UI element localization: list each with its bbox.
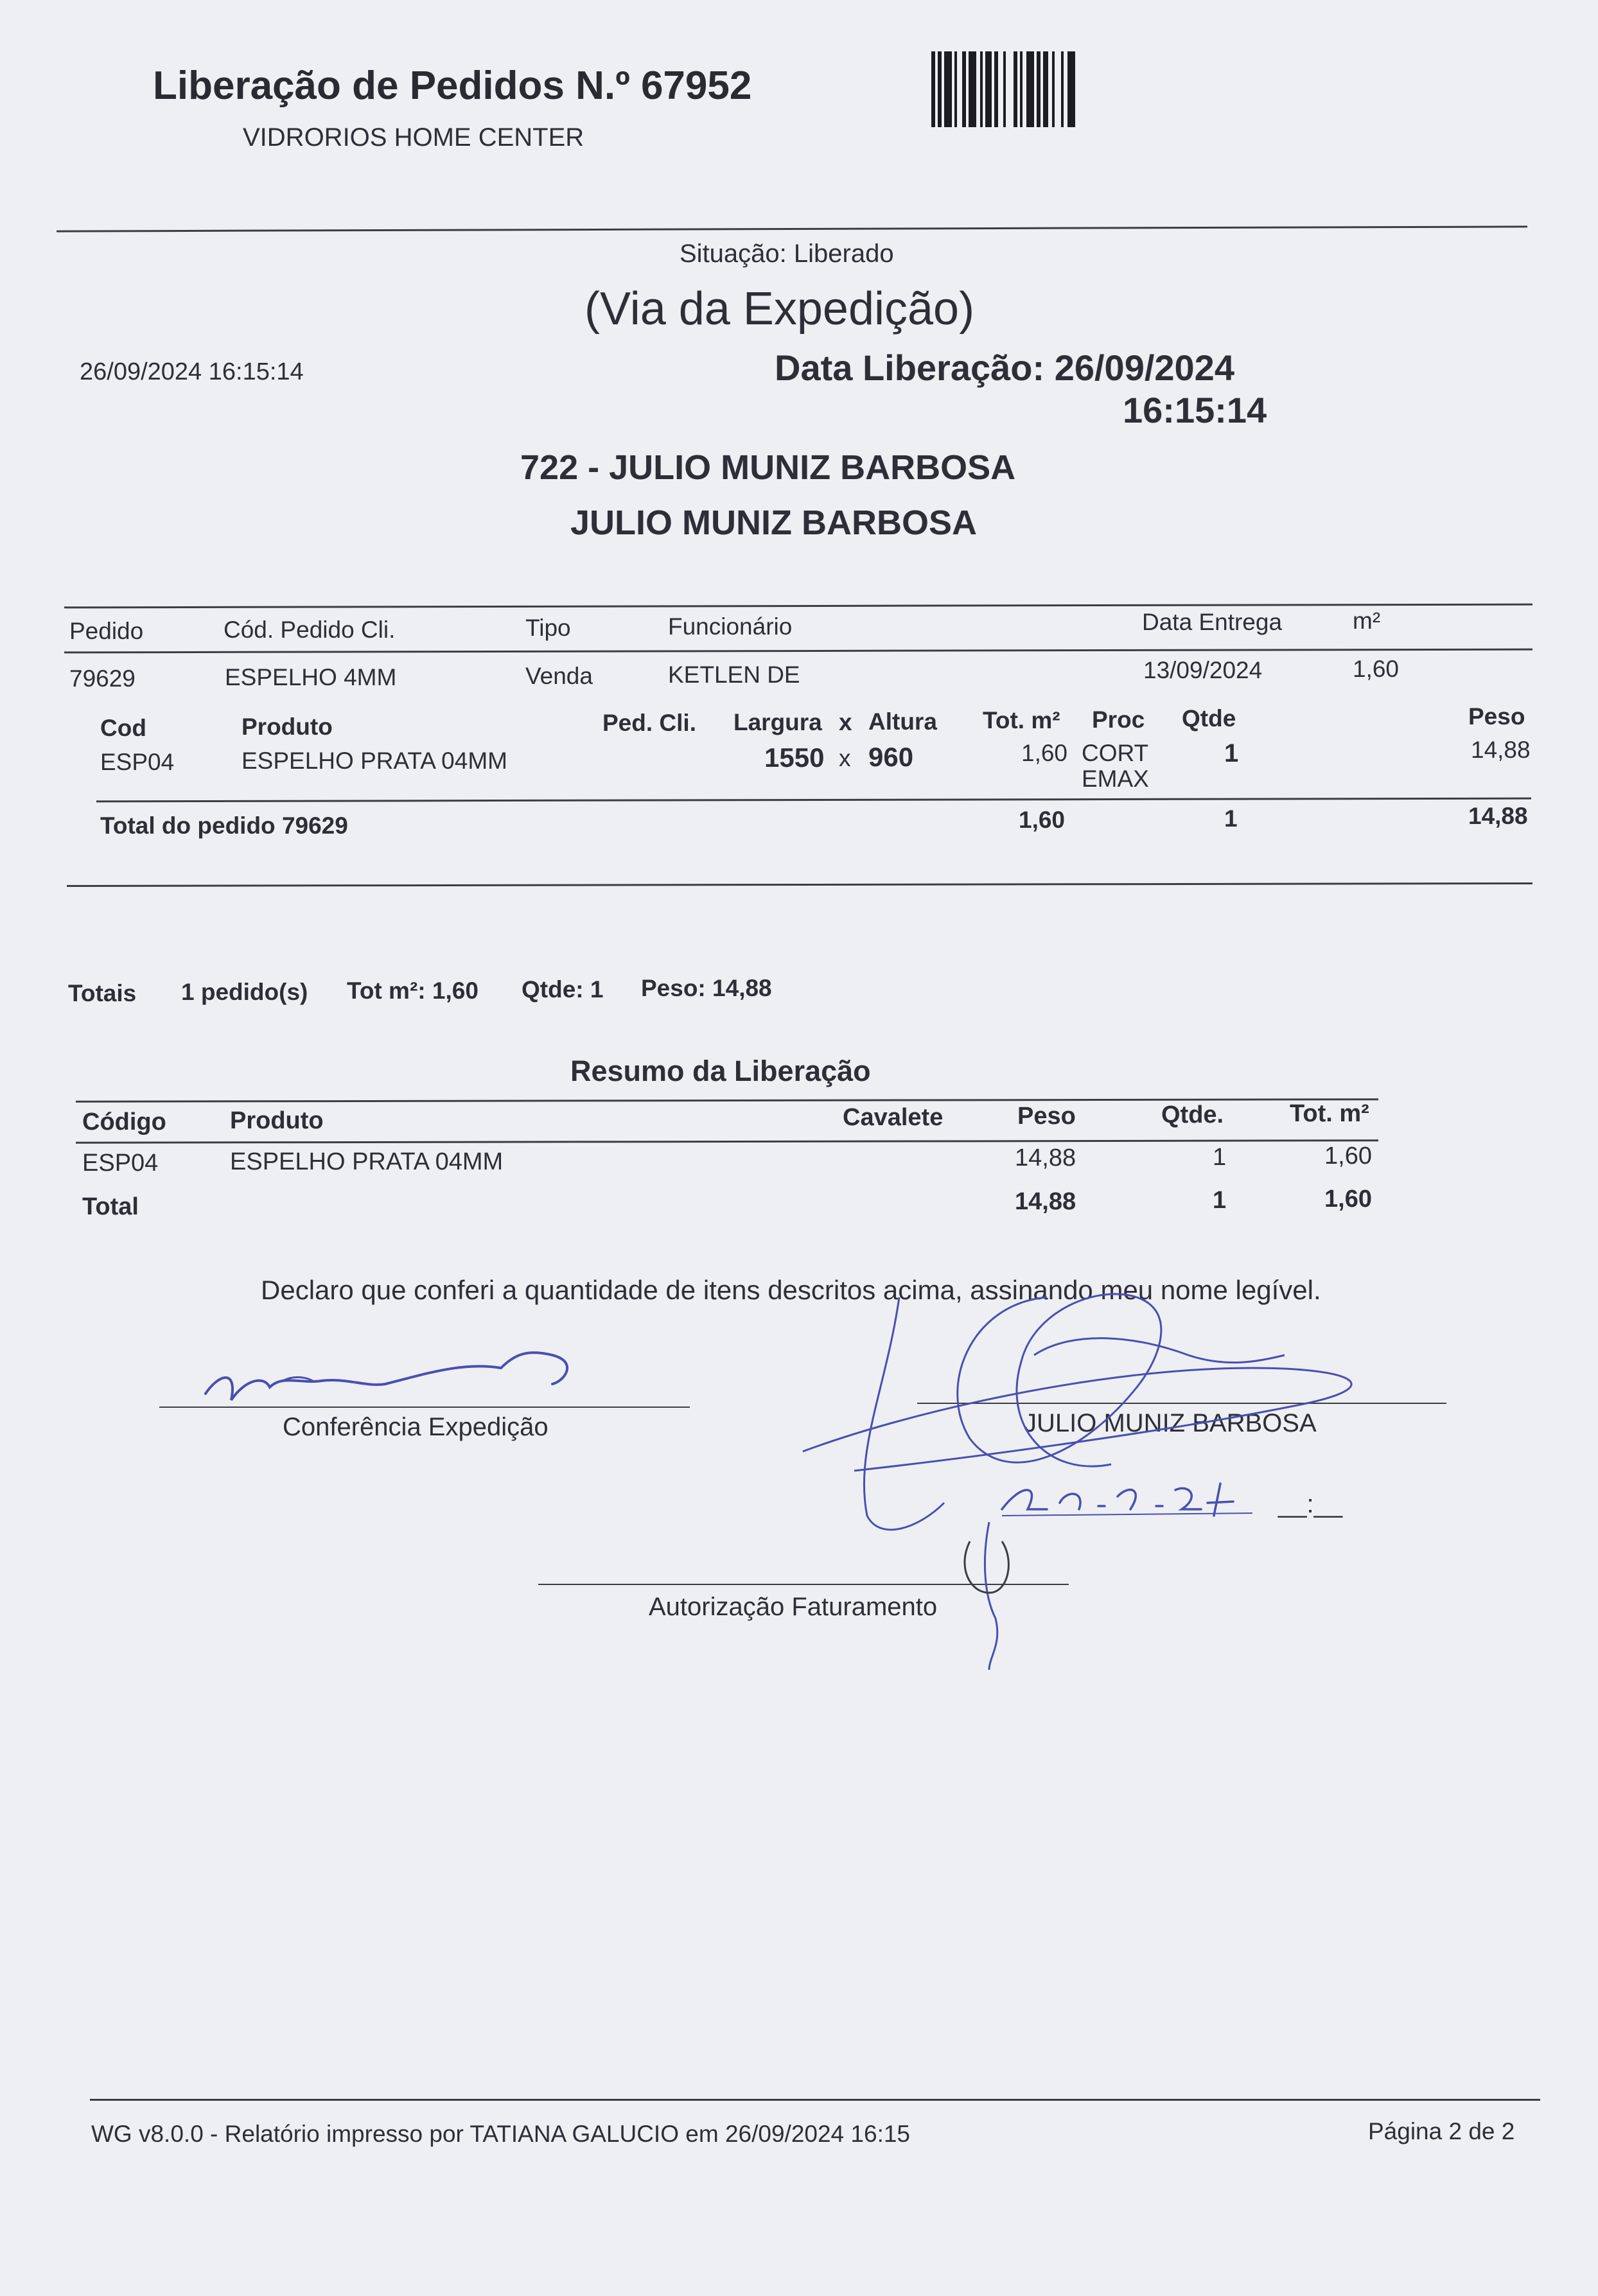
summary-header-produto: Produto	[230, 1107, 324, 1134]
order-header-m2: m²	[1353, 608, 1381, 634]
handwritten-date-mark	[996, 1471, 1265, 1522]
summary-total-peso: 14,88	[1015, 1188, 1076, 1215]
summary-total-qtde: 1	[1213, 1187, 1227, 1214]
autorizacao-label: Autorização Faturamento	[649, 1593, 938, 1621]
barcode-bar	[957, 51, 962, 127]
item-cell-altura: 960	[868, 742, 914, 772]
order-cell-m2: 1,60	[1353, 656, 1400, 682]
totals-label: Totais	[68, 980, 137, 1006]
items-total-rule	[96, 798, 1531, 803]
summary-cell-produto: ESPELHO PRATA 04MM	[230, 1148, 504, 1175]
order-total-peso: 14,88	[1468, 803, 1528, 829]
barcode-bar	[1043, 51, 1048, 127]
order-table-header-rule	[64, 649, 1532, 654]
item-cell-cod: ESP04	[100, 749, 175, 775]
summary-total-tot-m2: 1,60	[1324, 1186, 1372, 1213]
item-header-cod: Cod	[100, 715, 146, 741]
item-cell-largura: 1550	[764, 742, 825, 773]
summary-header-qtde: Qtde.	[1161, 1101, 1224, 1128]
totals-qtde: Qtde: 1	[522, 976, 604, 1003]
order-cell-pedido: 79629	[69, 665, 136, 692]
item-header-largura: Largura	[733, 709, 822, 735]
barcode-bar	[1055, 51, 1061, 127]
barcode-bar	[969, 51, 976, 127]
customer-handwritten-signature	[777, 1259, 1407, 1670]
barcode	[931, 51, 1188, 127]
situation-label: Situação: Liberado	[680, 240, 894, 268]
print-datetime: 26/09/2024 16:15:14	[80, 358, 304, 385]
summary-header-codigo: Código	[82, 1109, 166, 1135]
customer-name: JULIO MUNIZ BARBOSA	[570, 504, 977, 542]
item-cell-tot-m2: 1,60	[1021, 740, 1068, 766]
item-cell-produto: ESPELHO PRATA 04MM	[241, 748, 507, 774]
item-header-tot-m2: Tot. m²	[983, 707, 1060, 733]
release-time: 16:15:14	[1123, 390, 1267, 430]
conferencia-label: Conferência Expedição	[283, 1413, 549, 1441]
order-total-qtde: 1	[1224, 805, 1238, 832]
summary-cell-qtde: 1	[1213, 1144, 1227, 1171]
customer-signature-name: JULIO MUNIZ BARBOSA	[1024, 1409, 1317, 1437]
item-cell-x: x	[839, 745, 851, 771]
release-date: Data Liberação: 26/09/2024	[775, 347, 1234, 388]
summary-header-rule	[76, 1139, 1378, 1144]
item-header-qtde: Qtde	[1182, 705, 1236, 732]
summary-cell-codigo: ESP04	[82, 1150, 159, 1177]
item-header-x: x	[839, 709, 852, 735]
summary-title: Resumo da Liberação	[570, 1055, 871, 1087]
order-header-data-entrega: Data Entrega	[1142, 609, 1283, 635]
order-total-m2: 1,60	[1019, 807, 1066, 833]
summary-cell-tot-m2: 1,60	[1324, 1143, 1372, 1170]
order-header-tipo: Tipo	[525, 615, 571, 641]
item-header-ped-cli: Ped. Cli.	[602, 710, 696, 736]
order-cell-cod-pedido-cli: ESPELHO 4MM	[225, 664, 397, 690]
company-name: VIDRORIOS HOME CENTER	[243, 123, 584, 152]
summary-cell-peso: 14,88	[1015, 1144, 1076, 1171]
order-cell-data-entrega: 13/09/2024	[1143, 657, 1263, 683]
totals-m2: Tot m²: 1,60	[347, 977, 479, 1004]
order-cell-funcionario: KETLEN DE	[668, 662, 800, 688]
summary-header-cavalete: Cavalete	[843, 1104, 944, 1131]
time-placeholder: __:__	[1278, 1490, 1343, 1518]
order-cell-tipo: Venda	[525, 663, 593, 689]
item-cell-peso: 14,88	[1471, 737, 1531, 763]
barcode-bar	[985, 51, 992, 127]
header-divider	[57, 225, 1527, 232]
item-header-produto: Produto	[241, 714, 333, 740]
barcode-bar	[944, 51, 952, 127]
item-cell-proc-2: EMAX	[1082, 766, 1149, 792]
order-table-top-rule	[64, 604, 1532, 609]
footer-page-number: Página 2 de 2	[1368, 2118, 1515, 2144]
order-section-end-rule	[67, 882, 1532, 887]
summary-total-label: Total	[82, 1193, 139, 1220]
customer-code-name: 722 - JULIO MUNIZ BARBOSA	[520, 448, 1016, 487]
barcode-bar	[998, 51, 1003, 127]
barcode-bar	[1026, 51, 1034, 127]
order-header-cod-pedido-cli: Cód. Pedido Cli.	[224, 617, 396, 643]
order-header-pedido: Pedido	[69, 618, 144, 644]
summary-header-peso: Peso	[1017, 1103, 1076, 1130]
conferencia-handwritten-signature	[193, 1349, 617, 1426]
footer-rule	[90, 2099, 1540, 2101]
summary-header-tot-m2: Tot. m²	[1290, 1100, 1369, 1127]
order-total-label: Total do pedido 79629	[100, 812, 348, 839]
barcode-bar	[1006, 51, 1014, 127]
item-cell-proc-1: CORT	[1082, 740, 1149, 766]
totals-peso: Peso: 14,88	[641, 975, 772, 1001]
totals-pedidos: 1 pedido(s)	[181, 979, 308, 1005]
declaration-text: Declaro que conferi a quantidade de itens descritos acima, assinando meu nome legível.	[261, 1275, 1321, 1305]
item-cell-qtde: 1	[1224, 739, 1239, 767]
item-header-peso: Peso	[1468, 703, 1525, 730]
item-header-proc: Proc	[1092, 706, 1145, 733]
item-header-altura: Altura	[868, 708, 937, 735]
copy-type-label: (Via da Expedição)	[584, 283, 975, 335]
barcode-bar	[1067, 51, 1075, 127]
document-title: Liberação de Pedidos N.º 67952	[153, 64, 752, 108]
order-header-funcionario: Funcionário	[668, 613, 793, 640]
footer-printed-by: WG v8.0.0 - Relatório impresso por TATIANA GALUCIO em 26/09/2024 16:15	[91, 2121, 911, 2147]
